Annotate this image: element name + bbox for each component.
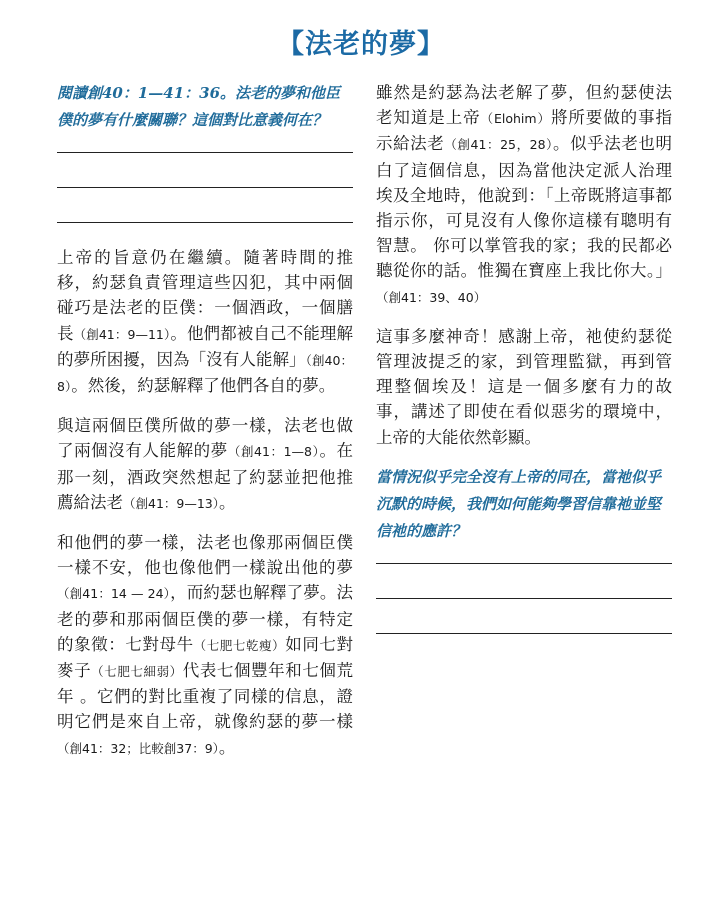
text: ，而約瑟也解釋了夢。法老的夢和那兩個臣僕的夢一樣，有特定的象徵：七對母牛: [57, 583, 353, 654]
scripture-ref: （創41：1—8）: [227, 444, 320, 460]
text: 如同七對麥子: [57, 634, 353, 681]
scripture-ref: （創41：39、40）: [376, 289, 487, 305]
text: 和他們的夢一樣，法老也像那兩個臣僕一樣不安，他也像他們一樣說出他的夢: [57, 533, 353, 578]
answer-line[interactable]: [376, 563, 672, 564]
scripture-ref: （創41：9—13）: [123, 495, 220, 511]
answer-line[interactable]: [376, 633, 672, 634]
left-column: [57, 80, 353, 761]
answer-line[interactable]: [376, 598, 672, 599]
scripture-ref: （創41：14 — 24）: [57, 586, 171, 602]
answer-lines-1: [57, 152, 353, 223]
scripture-ref: （創41：25，28）: [444, 137, 553, 153]
text: 。: [218, 737, 236, 757]
scripture-ref: （創40：8）: [57, 352, 354, 395]
text: 。然後，約瑟解釋了他們各自的夢。: [71, 376, 336, 396]
text: 雖然是約瑟為法老解了夢，但約瑟使法老知道是上帝: [376, 83, 672, 128]
text: 。: [219, 492, 236, 512]
scripture-ref: （創41：32；比較創37：9）: [57, 740, 219, 756]
text: 上帝的旨意仍在繼續。隨著時間的推移，約瑟負責管理這些囚犯，其中兩個碰巧是法老的臣僕：一個酒政，一個膳長: [57, 248, 353, 343]
text: 與這兩個臣僕所做的夢一樣，法老也做了兩個沒有人能解的夢: [57, 416, 353, 461]
text: 。他們都被自己不能理解的夢所困擾，因為「沒有人能解」: [57, 323, 354, 369]
answer-lines-2: [376, 563, 672, 634]
paragraph-4: [376, 80, 672, 310]
answer-line[interactable]: [57, 152, 353, 153]
scripture-ref: （創41：9—11）: [73, 326, 171, 342]
paragraph-3: [57, 530, 353, 761]
right-column: [376, 80, 672, 634]
paragraph-1: [57, 245, 353, 399]
text: 。在那一刻，酒政突然想起了約瑟並把他推薦給法老: [57, 441, 354, 512]
study-question-1: 閱讀創40：1—41：36。法老的夢和他臣僕的夢有什麼關聯？這個對比意義何在？: [57, 84, 341, 129]
page-title: 【法老的夢】: [277, 29, 445, 60]
paragraph-2: [57, 413, 353, 516]
answer-line[interactable]: [57, 222, 353, 223]
scripture-ref: （七肥七細弱）: [91, 664, 183, 680]
study-question-2: 當情況似乎完全沒有上帝的同在，當祂似乎沉默的時候，我們如何能夠學習信靠祂並堅信祂的應許？: [376, 467, 662, 540]
answer-line[interactable]: [57, 187, 353, 188]
scripture-ref: （Elohim）: [480, 111, 551, 127]
paragraph-5: 這事多麼神奇！感謝上帝，祂使約瑟從管理波提乏的家，到管理監獄，再到管理整個埃及！這是一個多麼有力的故事，講述了即使在看似惡劣的環境中，上帝的大能依然彰顯。: [376, 326, 672, 447]
text: 將所要做的事指示給法老: [376, 108, 673, 154]
text: 。似乎法老也明白了這個信息，因為當他決定派人治理埃及全地時，他說到：「上帝既將這事都指示你，可見沒有人像你這樣有聰明有智慧。 你可以掌管我的家；我的民都必聽從你的話。惟獨在寶座上我比你大。」: [376, 134, 673, 281]
text: 代表七個豐年和七個荒年 。它們的對比重複了同樣的信息，證明它們是來自上帝，就像約瑟的夢一樣: [57, 661, 353, 732]
scripture-ref: （七肥七乾瘦）: [193, 637, 286, 653]
